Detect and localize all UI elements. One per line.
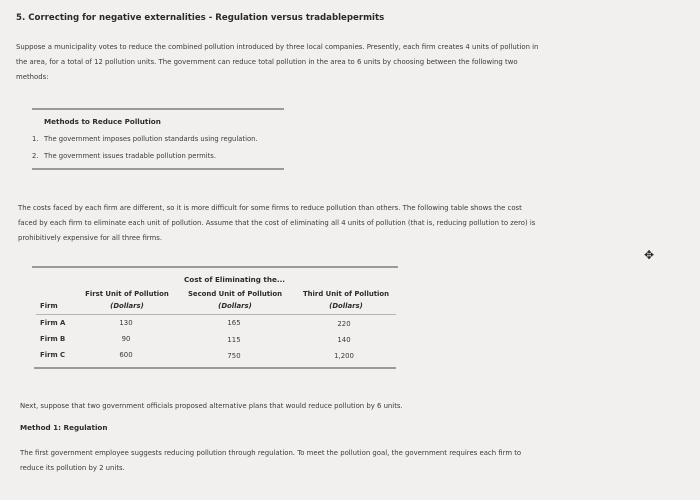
move-cursor-icon: ✥	[644, 248, 655, 262]
table-cell: 1,200	[334, 352, 354, 360]
methods-box-top-rule	[32, 108, 284, 110]
question-title: 5. Correcting for negative externalities - Regulation versus tradablepermits	[16, 13, 385, 23]
table-row-firm-a-label: Firm A	[40, 319, 66, 327]
methods-box-bottom-rule	[32, 168, 284, 170]
methods-box-title: Methods to Reduce Pollution	[44, 117, 161, 126]
intro-line: methods:	[16, 73, 49, 81]
table-cell: 90	[121, 335, 131, 343]
column-header-unit: (Dollars)	[218, 302, 252, 310]
column-header-first-unit	[80, 290, 174, 310]
table-cell: 140	[337, 336, 351, 344]
table-cell: 115	[227, 336, 241, 344]
intro-line: the area, for a total of 12 pollution units. The government can reduce total pollution in the area to 6 units by choosing between the following two	[16, 58, 518, 66]
column-header-unit: (Dollars)	[110, 302, 144, 310]
table-row-firm-b-label: Firm B	[40, 335, 66, 343]
intro-line: Suppose a municipality votes to reduce the combined pollution introduced by three local companies. Presently, each firm creates 4 units of pollution in	[16, 43, 539, 51]
table-row-firm-c-label: Firm C	[40, 351, 66, 359]
method-text: The government issues tradable pollution permits.	[44, 152, 216, 160]
method-number: 2.	[32, 152, 39, 160]
column-header-third-unit	[296, 290, 396, 310]
method-text: The government imposes pollution standards using regulation.	[44, 135, 258, 143]
firm-column-header: Firm	[40, 302, 58, 310]
method-1-heading: Method 1: Regulation	[20, 423, 108, 432]
costs-line: prohibitively expensive for all three firms.	[18, 234, 163, 242]
column-header-label: Third Unit of Pollution	[302, 290, 390, 298]
next-paragraph: Next, suppose that two government officials proposed alternative plans that would reduce pollution by 6 units.	[20, 402, 403, 410]
column-header-second-unit	[182, 290, 288, 310]
table-bottom-rule	[34, 367, 396, 369]
method-item	[32, 131, 258, 148]
column-header-label: First Unit of Pollution	[85, 290, 169, 298]
costs-line: faced by each firm to eliminate each unit of pollution. Assume that the cost of eliminating all 4 units of pollution (that is, reducing pollution to zero) is	[18, 219, 536, 227]
table-cell: 165	[227, 319, 241, 327]
costs-line: The costs faced by each firm are different, so it is more difficult for some firms to reduce pollution than others. The following table shows the cost	[18, 204, 522, 212]
column-header-unit: (Dollars)	[329, 302, 363, 310]
table-header-divider	[36, 314, 396, 315]
table-group-header: Cost of Eliminating the...	[184, 275, 286, 284]
method-1-paragraph	[20, 446, 690, 476]
table-cell: 220	[337, 320, 351, 328]
method-item	[32, 148, 258, 165]
column-header-label: Second Unit of Pollution	[187, 290, 283, 298]
methods-list	[32, 131, 258, 165]
table-cell: 750	[227, 352, 241, 360]
costs-paragraph	[18, 201, 688, 246]
table-cell: 130	[119, 319, 133, 327]
method-number: 1.	[32, 135, 39, 143]
table-top-rule	[32, 266, 398, 268]
method-1-line: The first government employee suggests reducing pollution through regulation. To meet the pollution goal, the government requires each firm to	[20, 449, 522, 457]
table-cell: 600	[119, 351, 133, 359]
method-1-line: reduce its pollution by 2 units.	[20, 464, 125, 472]
intro-paragraph	[16, 40, 686, 85]
